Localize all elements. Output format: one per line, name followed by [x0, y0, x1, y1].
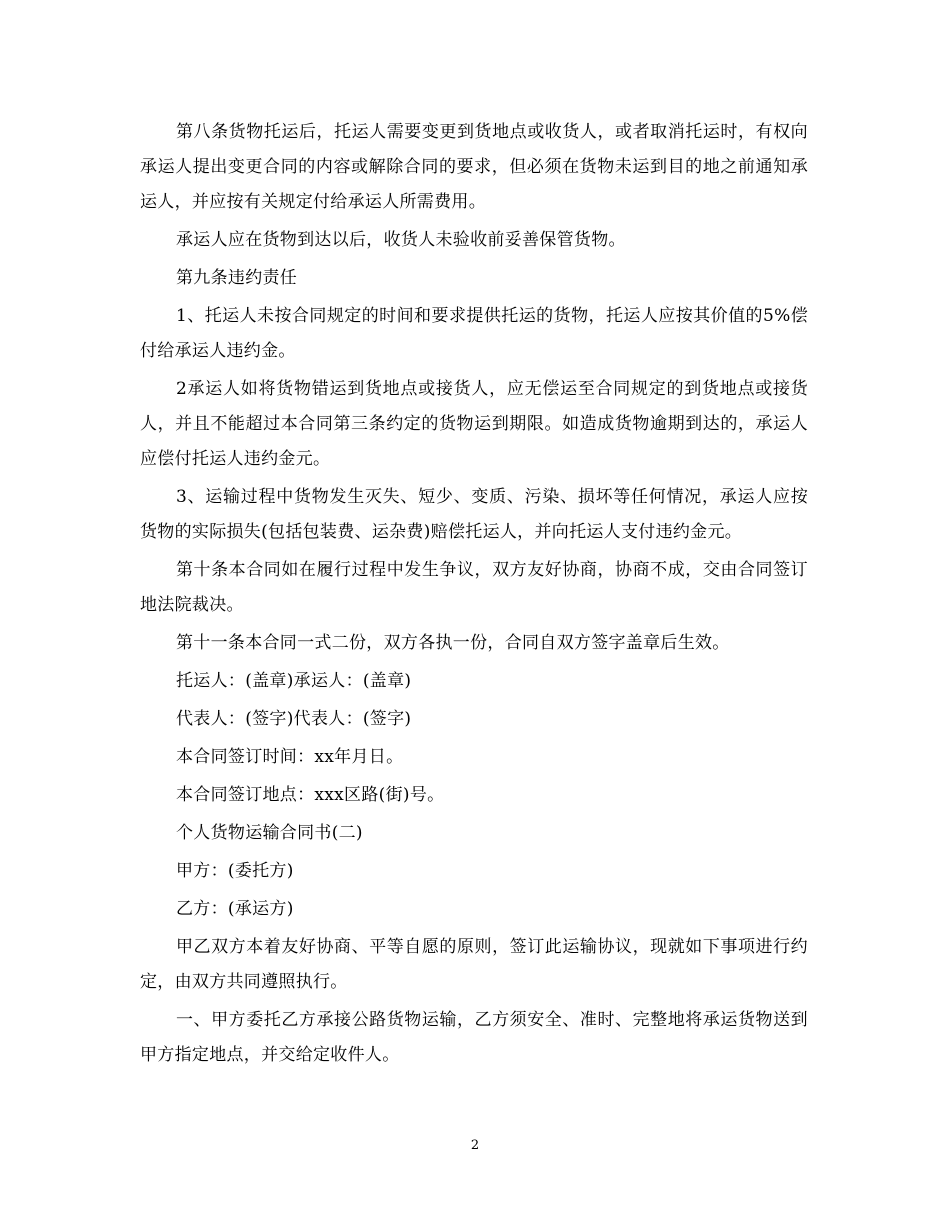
paragraph-liability-1: 1、托运人未按合同规定的时间和要求提供托运的货物，托运人应按其价值的5%偿付给承运人违约金。: [140, 306, 808, 361]
paragraph-liability-2: 2承运人如将货物错运到货地点或接货人，应无偿运至合同规定的到货地点或接货人，并且不能超过本合同第三条约定的货物运到期限。如造成货物逾期到达的，承运人应偿付托运人违约金元。: [140, 379, 808, 469]
paragraph-clause-1: 一、甲方委托乙方承接公路货物运输，乙方须安全、准时、完整地将承运货物送到甲方指定地点，并交给定收件人。: [140, 1010, 808, 1065]
paragraph-article-8: 第八条货物托运后，托运人需要变更到货地点或收货人，或者取消托运时，有权向承运人提出变更合同的内容或解除合同的要求，但必须在货物未运到目的地之前通知承运人，并应按有关规定付给承运人所需费用。: [140, 122, 808, 212]
paragraph-article-10: 第十条本合同如在履行过程中发生争议，双方友好协商，协商不成，交由合同签订地法院裁决。: [140, 560, 808, 615]
paragraph-party-a: 甲方：(委托方): [176, 861, 294, 881]
paragraph-article-9-heading: 第九条违约责任: [176, 268, 298, 288]
paragraph-liability-3: 3、运输过程中货物发生灭失、短少、变质、污染、损坏等任何情况，承运人应按货物的实际损失(包括包装费、运杂费)赔偿托运人，并向托运人支付违约金元。: [140, 487, 808, 542]
paragraph-article-11: 第十一条本合同一式二份，双方各执一份，合同自双方签字盖章后生效。: [176, 633, 730, 653]
paragraph-party-b: 乙方：(承运方): [176, 899, 294, 919]
paragraph-seal-line: 托运人：(盖章)承运人：(盖章): [176, 671, 412, 691]
paragraph-carrier-custody: 承运人应在货物到达以后，收货人未验收前妥善保管货物。: [176, 230, 626, 250]
paragraph-signature-line: 代表人：(签字)代表人：(签字): [176, 709, 412, 729]
paragraph-signing-place: 本合同签订地点：xxx区路(街)号。: [176, 785, 445, 805]
paragraph-contract-title-2: 个人货物运输合同书(二): [176, 823, 363, 843]
paragraph-signing-date: 本合同签订时间：xx年月日。: [176, 747, 404, 767]
paragraph-preamble: 甲乙双方本着友好协商、平等自愿的原则，签订此运输协议，现就如下事项进行约定，由双方共同遵照执行。: [140, 937, 808, 992]
document-body: [140, 115, 808, 1076]
page-number: 2: [470, 1138, 480, 1153]
